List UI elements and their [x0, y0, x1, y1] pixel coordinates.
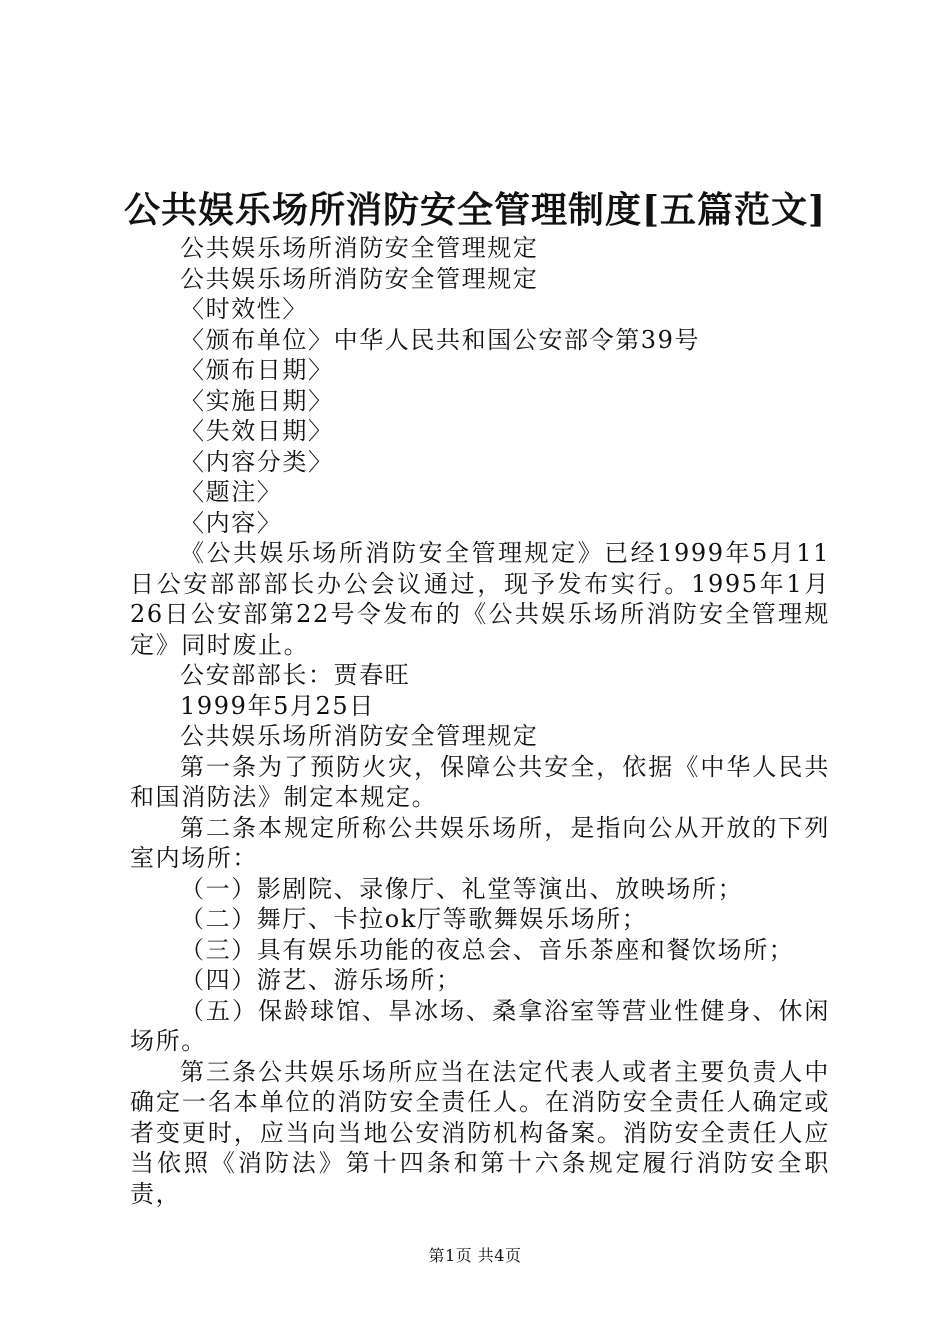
paragraph: 〈实施日期〉: [180, 386, 334, 415]
paragraph: 第三条公共娱乐场所应当在法定代表人或者主要负责人中确定一名本单位的消防安全责任人。在消防安全责任人确定或者变更时，应当向当地公安消防机构备案。消防安全责任人应当依照《消防法》第十四条和第十六条规定履行消防安全职责，: [130, 1057, 830, 1208]
paragraph: 〈颁布单位〉中华人民共和国公安部令第39号: [180, 325, 701, 354]
paragraph: 第二条本规定所称公共娱乐场所，是指向公从开放的下列室内场所：: [130, 813, 830, 872]
page-number-footer: 第1页 共4页: [428, 1246, 522, 1265]
paragraph: 〈时效性〉: [180, 295, 308, 323]
paragraph: 〈失效日期〉: [180, 417, 334, 445]
paragraph: 〈题注〉: [180, 478, 283, 506]
paragraph: 〈颁布日期〉: [180, 356, 334, 384]
paragraph: （三）具有娱乐功能的夜总会、音乐茶座和餐饮场所；: [180, 935, 795, 964]
paragraph: （五）保龄球馆、旱冰场、桑拿浴室等营业性健身、休闲场所。: [130, 996, 830, 1055]
document-title: 公共娱乐场所消防安全管理制度[五篇范文]: [123, 189, 827, 231]
document-body: [130, 233, 830, 1209]
paragraph: 公安部部长：贾春旺: [180, 661, 411, 689]
paragraph: （一）影剧院、录像厅、礼堂等演出、放映场所；: [180, 874, 744, 903]
paragraph: （四）游艺、游乐场所；: [180, 966, 462, 994]
paragraph: 〈内容〉: [180, 508, 283, 537]
paragraph: 〈内容分类〉: [180, 447, 334, 476]
paragraph: 公共娱乐场所消防安全管理规定: [180, 722, 539, 750]
paragraph: 《公共娱乐场所消防安全管理规定》已经1999年5月11日公安部部部长办公会议通过，现予发布实行。1995年1月26日公安部第22号令发布的《公共娱乐场所消防安全管理规定》同时废止。: [130, 539, 830, 659]
paragraph: （二）舞厅、卡拉ok厅等歌舞娱乐场所；: [180, 905, 648, 933]
paragraph: 公共娱乐场所消防安全管理规定: [180, 234, 539, 262]
paragraph: 公共娱乐场所消防安全管理规定: [180, 264, 539, 293]
paragraph: 1999年5月25日: [180, 691, 375, 720]
paragraph: 第一条为了预防火灾，保障公共安全，依据《中华人民共和国消防法》制定本规定。: [130, 752, 830, 811]
